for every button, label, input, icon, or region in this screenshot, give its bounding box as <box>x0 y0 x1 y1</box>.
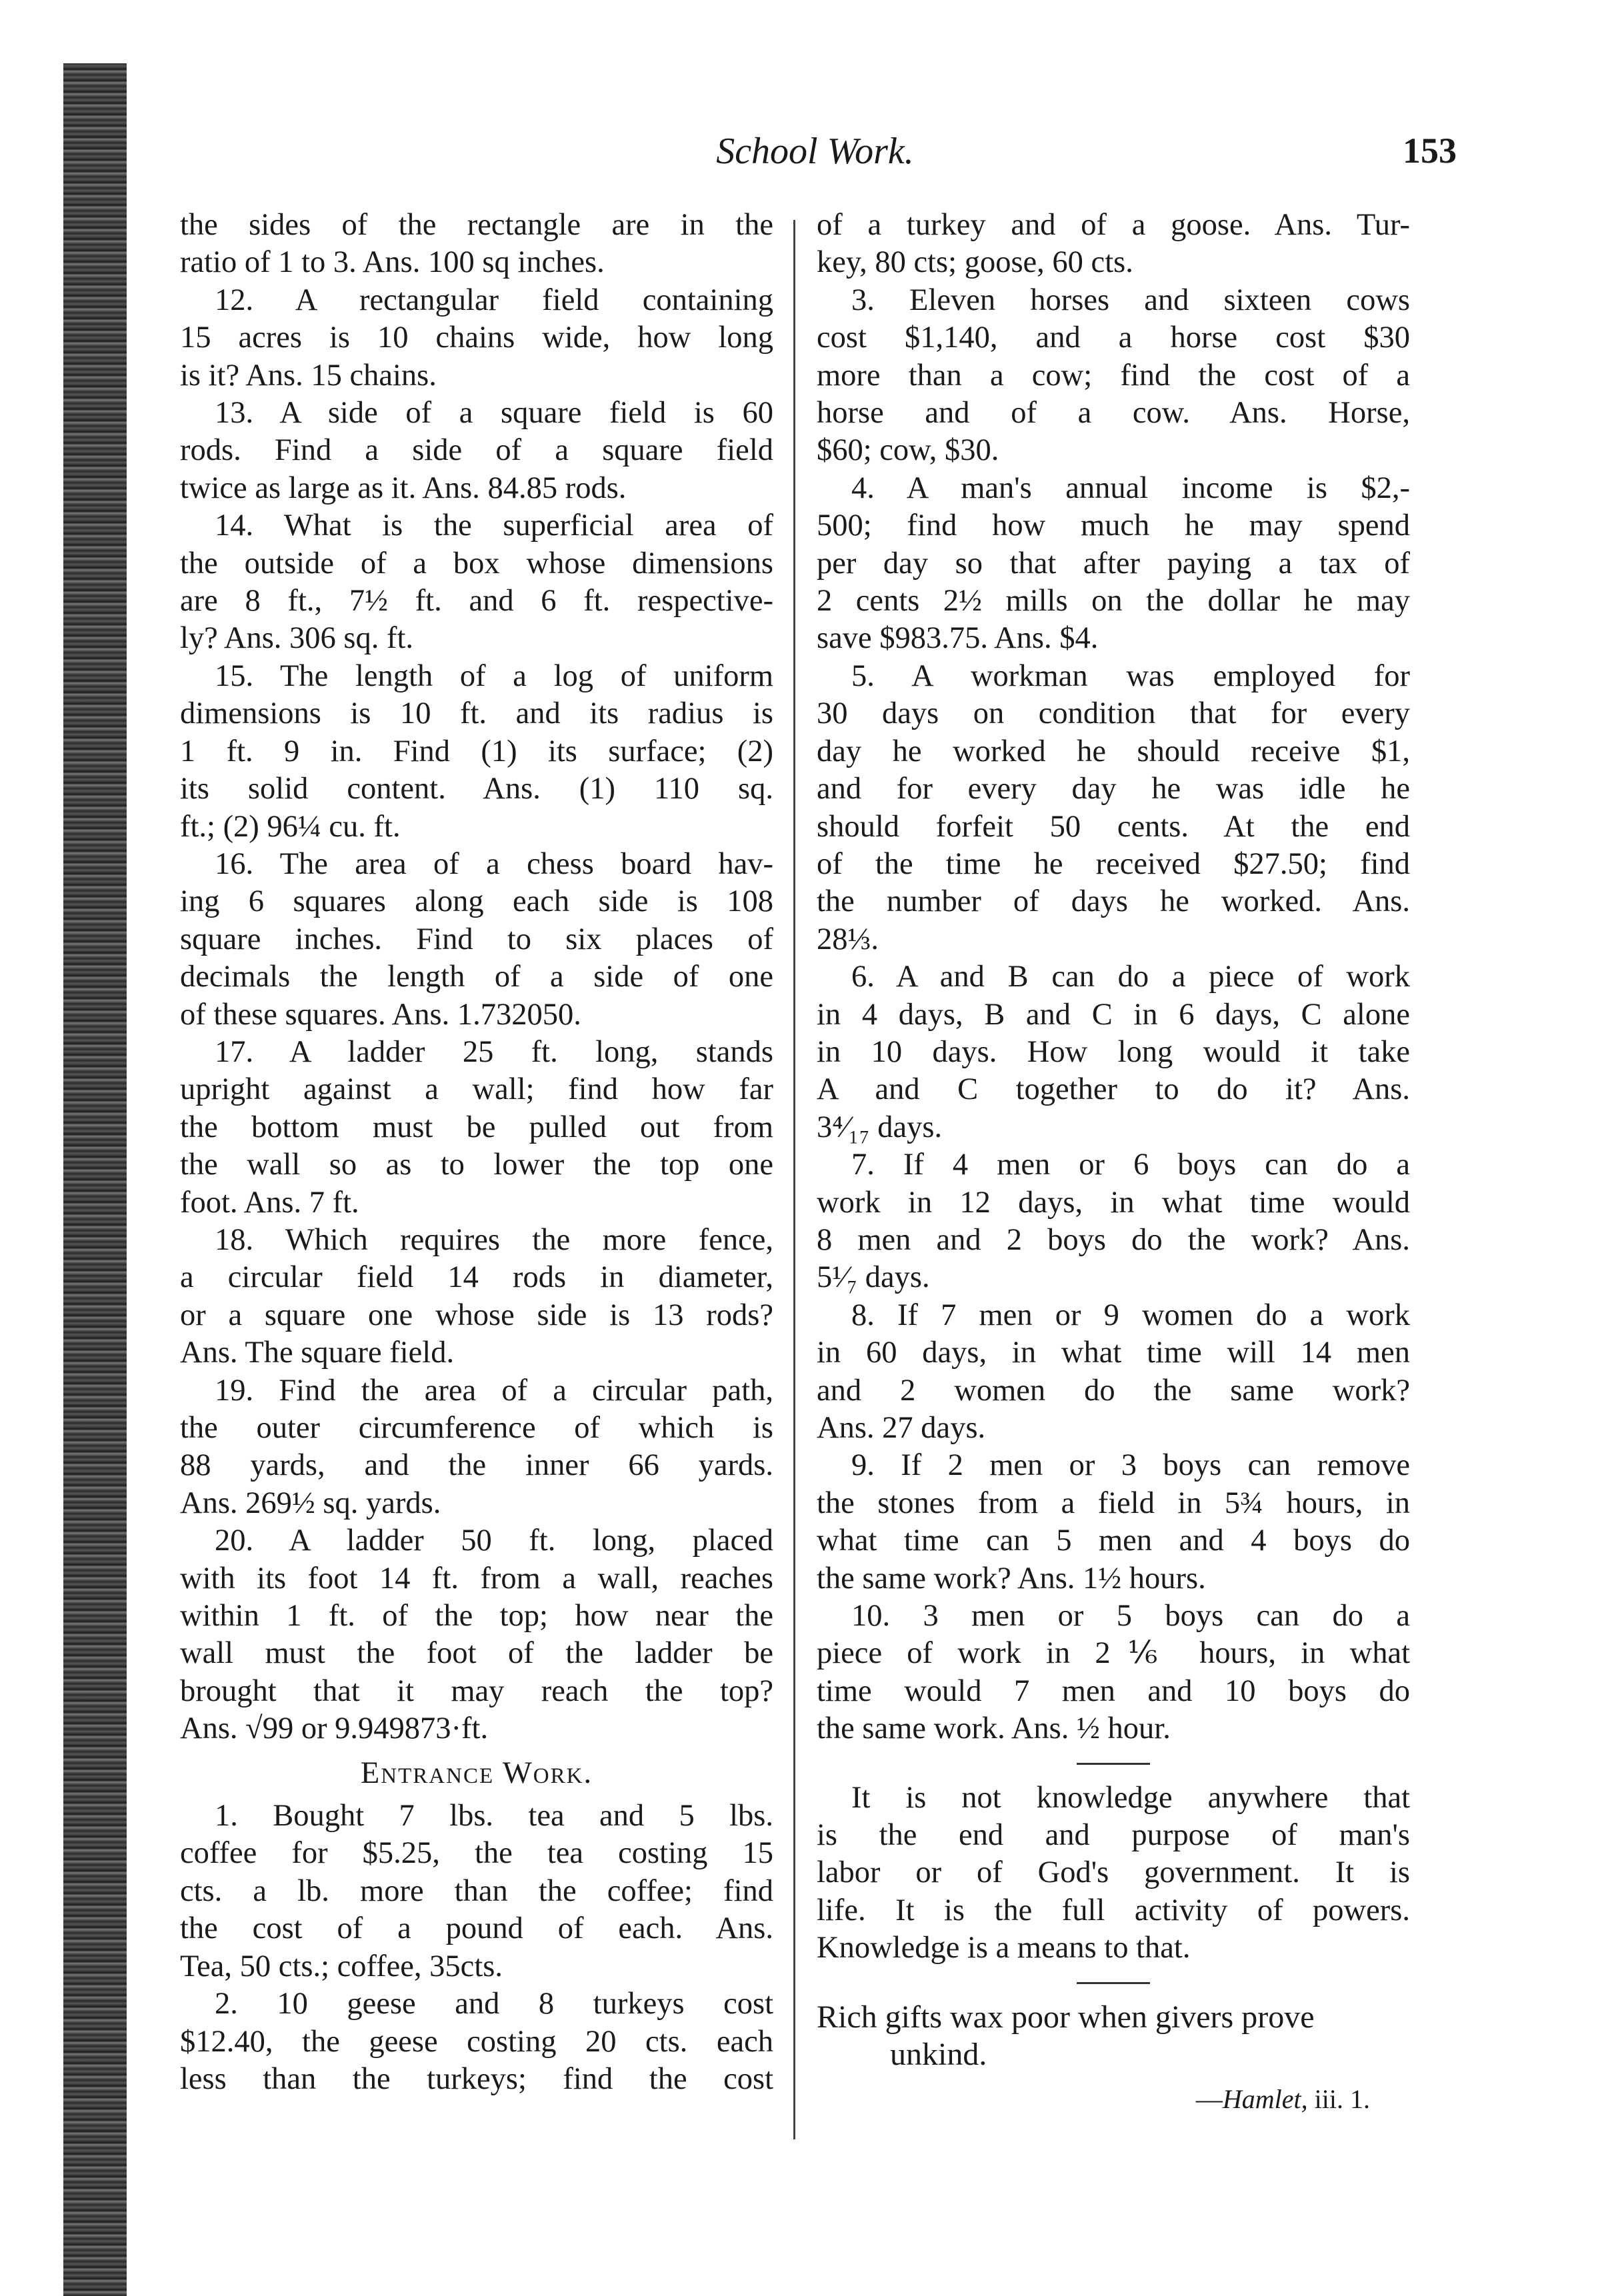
text-line: Rich gifts wax poor when givers prove <box>817 1999 1315 2035</box>
text-line: is the end and purpose of man's <box>817 1818 1410 1853</box>
text-line: 15. The length of a log of uniform <box>215 658 773 693</box>
text-line: Tea, 50 cts.; coffee, 35cts. <box>180 1949 503 1983</box>
text-line: the number of days he worked. Ans. <box>817 884 1410 919</box>
problem-15 <box>180 658 773 846</box>
section-heading: Entrance Work. <box>360 1755 593 1790</box>
page-binding-edge <box>63 63 127 2296</box>
text-line: 5¹⁄₇ days. <box>817 1260 930 1295</box>
problem-16 <box>180 846 773 1034</box>
text-line: 3. Eleven horses and sixteen cows <box>851 283 1410 317</box>
text-line: what time can 5 men and 4 boys do <box>817 1524 1410 1558</box>
text-line: foot. Ans. 7 ft. <box>180 1185 359 1220</box>
running-title: School Work. <box>716 131 914 172</box>
column-divider <box>793 220 795 2139</box>
text-line: 17. A ladder 25 ft. long, stands <box>215 1034 773 1069</box>
text-line: of these squares. Ans. 1.732050. <box>180 997 581 1032</box>
text-line: 20. A ladder 50 ft. long, placed <box>215 1524 773 1558</box>
entrance-problem-10 <box>817 1598 1410 1748</box>
text-line: labor or of God's government. It is <box>817 1855 1410 1890</box>
text-line: time would 7 men and 10 boys do <box>817 1674 1410 1708</box>
text-line: the stones from a field in 5¾ hours, in <box>817 1486 1410 1520</box>
text-line: per day so that after paying a tax of <box>817 546 1410 580</box>
page-number: 153 <box>1403 131 1457 171</box>
text-line: the wall so as to lower the top one <box>180 1148 773 1182</box>
text-line: should forfeit 50 cents. At the end <box>817 809 1410 844</box>
right-column <box>817 207 1410 2118</box>
text-line: upright against a wall; find how far <box>180 1072 773 1107</box>
text-line: 19. Find the area of a circular path, <box>215 1373 773 1408</box>
text-line: less than the turkeys; find the cost <box>180 2061 773 2096</box>
text-line: ratio of 1 to 3. Ans. 100 sq inches. <box>180 245 605 280</box>
text-line: 1. Bought 7 lbs. tea and 5 lbs. <box>215 1799 773 1833</box>
text-line: 4. A man's annual income is $2,- <box>851 471 1410 505</box>
text-line: 8. If 7 men or 9 women do a work <box>851 1298 1410 1332</box>
text-line: 2. 10 geese and 8 turkeys cost <box>215 1987 773 2021</box>
text-line: the same work? Ans. 1½ hours. <box>817 1561 1206 1596</box>
entrance-problem-8 <box>817 1297 1410 1448</box>
text-line: Ans. 27 days. <box>817 1411 986 1445</box>
problem-14 <box>180 507 773 658</box>
text-line: cost $1,140, and a horse cost $30 <box>817 321 1410 355</box>
text-line: in 60 days, in what time will 14 men <box>817 1336 1410 1370</box>
text-line: ly? Ans. 306 sq. ft. <box>180 621 414 656</box>
text-line: Ans. √99 or 9.949873·ft. <box>180 1712 489 1746</box>
text-line: It is not knowledge anywhere that <box>851 1780 1410 1815</box>
quote-attribution <box>817 2081 1410 2118</box>
text-line: or a square one whose side is 13 rods? <box>180 1298 773 1332</box>
text-line: 500; find how much he may spend <box>817 509 1410 543</box>
text-line: 9. If 2 men or 3 boys can remove <box>851 1448 1410 1483</box>
text-line: 7. If 4 men or 6 boys can do a <box>851 1148 1410 1182</box>
entrance-problem-2-end <box>817 207 1410 282</box>
text-line: 18. Which requires the more fence, <box>215 1222 773 1257</box>
text-line: 28⅓. <box>817 922 879 956</box>
problem-19 <box>180 1372 773 1523</box>
entrance-problem-2-start <box>180 1985 773 2098</box>
text-line: 5. A workman was employed for <box>851 658 1410 693</box>
text-line: 16. The area of a chess board hav- <box>215 846 773 881</box>
page-header <box>173 130 1457 183</box>
entrance-problem-1 <box>180 1797 773 1985</box>
entrance-problem-6 <box>817 958 1410 1146</box>
text-line: life. It is the full activity of powers. <box>817 1893 1410 1927</box>
text-line: piece of work in 2⅙ hours, in what <box>817 1636 1410 1671</box>
text-line: brought that it may reach the top? <box>180 1674 773 1708</box>
text-line: 15 acres is 10 chains wide, how long <box>180 321 773 355</box>
text-line: in 4 days, B and C in 6 days, C alone <box>817 997 1410 1032</box>
text-line: the bottom must be pulled out from <box>180 1110 773 1144</box>
text-line: in 10 days. How long would it take <box>817 1034 1410 1069</box>
text-line: dimensions is 10 ft. and its radius is <box>180 696 773 731</box>
problem-20 <box>180 1522 773 1747</box>
text-line: wall must the foot of the ladder be <box>180 1636 773 1671</box>
text-line: 13. A side of a square field is 60 <box>215 396 773 431</box>
knowledge-paragraph <box>817 1779 1410 1967</box>
text-line: are 8 ft., 7½ ft. and 6 ft. respective- <box>180 584 773 618</box>
text-line: $12.40, the geese costing 20 cts. each <box>180 2024 773 2059</box>
text-line: with its foot 14 ft. from a wall, reaches <box>180 1561 773 1596</box>
text-line: save $983.75. Ans. $4. <box>817 621 1099 656</box>
text-line: the outer circumference of which is <box>180 1411 773 1445</box>
text-line: work in 12 days, in what time would <box>817 1185 1410 1220</box>
text-line: cts. a lb. more than the coffee; find <box>180 1873 773 1908</box>
text-line: key, 80 cts; goose, 60 cts. <box>817 245 1133 280</box>
text-line: Knowledge is a means to that. <box>817 1931 1191 1965</box>
text-line: and for every day he was idle he <box>817 772 1410 806</box>
left-column <box>180 207 773 2098</box>
problem-18 <box>180 1222 773 1372</box>
text-line: 3⁴⁄₁₇ days. <box>817 1110 943 1144</box>
text-line: twice as large as it. Ans. 84.85 rods. <box>180 471 627 505</box>
text-line: 2 cents 2½ mills on the dollar he may <box>817 584 1410 618</box>
text-line: ing 6 squares along each side is 108 <box>180 884 773 919</box>
text-line: 30 days on condition that for every <box>817 696 1410 731</box>
text-line: square inches. Find to six places of <box>180 922 773 956</box>
text-line: 12. A rectangular field containing <box>215 283 773 317</box>
text-line: ft.; (2) 96¼ cu. ft. <box>180 809 401 844</box>
text-line: within 1 ft. of the top; how near the <box>180 1599 773 1634</box>
text-line: its solid content. Ans. (1) 110 sq. <box>180 772 773 806</box>
section-divider <box>1077 1982 1150 1984</box>
entrance-problem-5 <box>817 658 1410 958</box>
text-line: the sides of the rectangle are in the <box>180 208 773 242</box>
text-line: horse and of a cow. Ans. Horse, <box>817 396 1410 431</box>
entrance-problem-7 <box>817 1146 1410 1297</box>
text-line: 88 yards, and the inner 66 yards. <box>180 1448 773 1483</box>
entrance-problem-4 <box>817 470 1410 658</box>
text-line: rods. Find a side of a square field <box>180 433 773 468</box>
attribution-reference: iii. 1. <box>1307 2083 1370 2114</box>
problem-17 <box>180 1034 773 1222</box>
section-divider <box>1077 1763 1150 1765</box>
hamlet-quote <box>817 1999 1410 2074</box>
problem-13 <box>180 395 773 507</box>
attribution-work: Hamlet, <box>1222 2083 1308 2114</box>
text-line: the outside of a box whose dimensions <box>180 546 773 580</box>
text-line: of a turkey and of a goose. Ans. Tur- <box>817 208 1410 242</box>
text-line: Ans. The square field. <box>180 1336 455 1370</box>
text-line: of the time he received $27.50; find <box>817 846 1410 881</box>
text-line: $60; cow, $30. <box>817 433 999 468</box>
text-line: 14. What is the superficial area of <box>215 509 773 543</box>
text-line: Ans. 269½ sq. yards. <box>180 1486 441 1520</box>
text-line: 10. 3 men or 5 boys can do a <box>851 1599 1410 1634</box>
text-line: decimals the length of a side of one <box>180 960 773 994</box>
text-line: 8 men and 2 boys do the work? Ans. <box>817 1222 1410 1257</box>
text-line: unkind. <box>890 2037 987 2073</box>
text-line: 6. A and B can do a piece of work <box>851 960 1410 994</box>
text-line: the cost of a pound of each. Ans. <box>180 1911 773 1946</box>
attribution-dash: — <box>1195 2083 1223 2114</box>
problem-12 <box>180 282 773 395</box>
text-line: A and C together to do it? Ans. <box>817 1072 1410 1107</box>
text-line: more than a cow; find the cost of a <box>817 358 1410 393</box>
entrance-problem-9 <box>817 1447 1410 1598</box>
text-line: a circular field 14 rods in diameter, <box>180 1260 773 1295</box>
problem-11-end <box>180 207 773 282</box>
text-line: 1 ft. 9 in. Find (1) its surface; (2) <box>180 734 773 768</box>
text-line: the same work. Ans. ½ hour. <box>817 1712 1171 1746</box>
text-line: day he worked he should receive $1, <box>817 734 1410 768</box>
text-line: coffee for $5.25, the tea costing 15 <box>180 1836 773 1871</box>
text-line: is it? Ans. 15 chains. <box>180 358 437 393</box>
text-line: and 2 women do the same work? <box>817 1373 1410 1408</box>
entrance-problem-3 <box>817 282 1410 470</box>
